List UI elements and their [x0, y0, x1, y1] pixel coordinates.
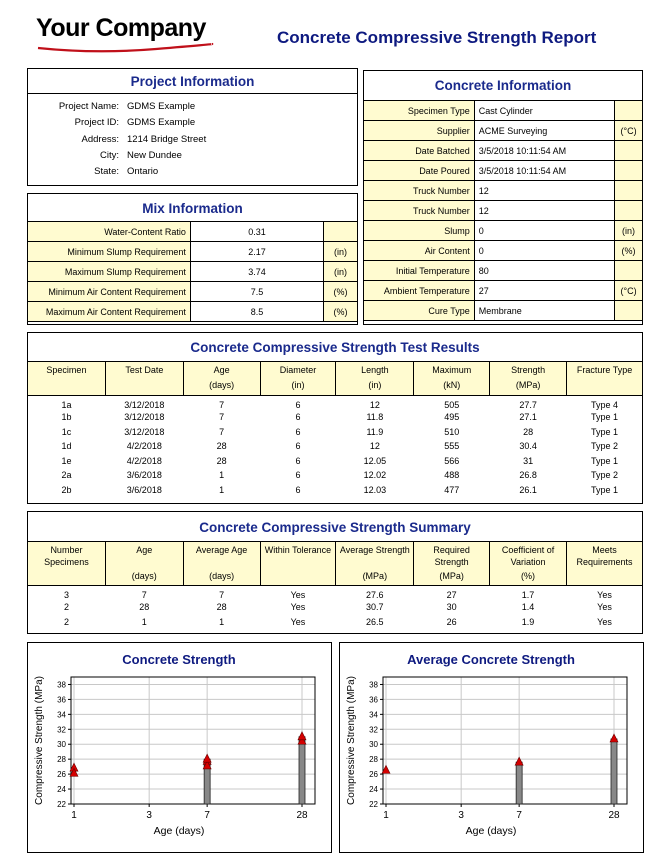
concrete-row — [364, 221, 643, 241]
summary-header-name: Required Strength — [433, 545, 470, 567]
strength-bar — [516, 762, 522, 804]
results-cell: 3/6/2018 — [126, 484, 162, 495]
summary-column-header — [183, 542, 260, 586]
concrete-row — [364, 161, 643, 181]
results-cell: 477 — [444, 484, 460, 495]
results-cell: 495 — [444, 412, 460, 423]
results-cell: Type 1 — [591, 484, 619, 495]
summary-header-name: Average Strength — [339, 545, 410, 555]
mix-info-panel — [27, 193, 358, 325]
concrete-label: Air Content — [364, 241, 475, 261]
strength-bar — [611, 739, 617, 804]
results-cell: 28 — [216, 441, 227, 452]
summary-header-name: Average Age — [195, 545, 248, 555]
results-cell: 2a — [61, 470, 72, 481]
results-column-header — [414, 362, 490, 396]
results-header-name: Test Date — [125, 365, 164, 375]
average-strength-chart — [340, 643, 643, 852]
concrete-unit: (%) — [615, 241, 643, 261]
results-cell: 12 — [369, 399, 380, 410]
summary-cell: Yes — [290, 590, 306, 600]
summary-cell: 1.4 — [521, 602, 535, 613]
report-title: Concrete Compressive Strength Report — [277, 28, 597, 47]
concrete-value: 27 — [474, 281, 614, 301]
project-info-title: Project Information — [28, 69, 357, 94]
mix-label: Minimum Slump Requirement — [28, 242, 191, 262]
results-column-header — [183, 362, 260, 396]
results-row — [28, 410, 643, 425]
results-column-header — [260, 362, 336, 396]
summary-header-name: Within Tolerance — [264, 545, 332, 555]
concrete-label: Initial Temperature — [364, 261, 475, 281]
concrete-label: Date Poured — [364, 161, 475, 181]
results-cell: 4/2/2018 — [126, 441, 162, 452]
y-tick-label: 24 — [369, 785, 378, 795]
y-tick-label: 30 — [369, 740, 378, 750]
chart-title: Average Concrete Strength — [407, 652, 575, 667]
results-header-name: Strength — [511, 365, 546, 375]
concrete-unit — [615, 201, 643, 221]
results-cell: 488 — [444, 470, 460, 481]
strength-bar — [299, 737, 305, 804]
results-cell: 555 — [444, 441, 460, 452]
results-row — [28, 468, 643, 483]
results-header-unit: (kN) — [443, 380, 461, 390]
summary-header-name: Number Specimens — [44, 545, 89, 567]
results-cell: 6 — [295, 441, 301, 452]
summary-header-name: Age — [136, 545, 153, 555]
summary-cell: 26 — [446, 616, 457, 627]
summary-header-unit: (MPa) — [362, 571, 388, 581]
results-cell: 1d — [61, 441, 72, 452]
concrete-row — [364, 301, 643, 321]
results-header-name: Maximum — [432, 365, 472, 375]
y-axis-label: Compressive Strength (MPa) — [34, 676, 45, 805]
results-column-header — [28, 362, 106, 396]
summary-cell: 2 — [63, 616, 69, 627]
mix-label: Maximum Slump Requirement — [28, 262, 191, 282]
mix-row — [28, 262, 358, 282]
average-strength-chart-panel — [339, 642, 644, 853]
x-tick-label: 1 — [383, 810, 389, 821]
results-cell: 27.7 — [519, 399, 537, 410]
concrete-label: Date Batched — [364, 141, 475, 161]
summary-title: Concrete Compressive Strength Summary — [199, 520, 471, 535]
project-field-value: New Dundee — [127, 149, 182, 161]
summary-cell: 7 — [141, 590, 147, 600]
plot-area — [383, 677, 627, 804]
company-logo — [36, 14, 216, 58]
y-tick-label: 28 — [369, 755, 378, 765]
project-field-value: GDMS Example — [127, 117, 196, 129]
concrete-unit — [615, 101, 643, 121]
results-cell: 28 — [216, 455, 227, 466]
y-tick-label: 36 — [57, 695, 66, 705]
y-tick-label: 22 — [57, 800, 66, 809]
x-tick-label: 3 — [146, 810, 152, 821]
concrete-info-title: Concrete Information — [434, 78, 572, 93]
results-cell: Type 2 — [591, 441, 619, 452]
strength-chart — [28, 643, 331, 852]
x-axis-label: Age (days) — [465, 825, 517, 837]
test-results-table — [27, 361, 643, 497]
y-tick-label: 26 — [57, 770, 66, 780]
project-info-panel — [27, 68, 358, 186]
concrete-label: Slump — [364, 221, 475, 241]
results-cell: Type 2 — [591, 470, 619, 481]
summary-cell: Yes — [597, 616, 612, 627]
mix-value: 2.17 — [190, 242, 323, 262]
summary-cell: 26.5 — [366, 616, 384, 627]
project-field-label: State: — [94, 166, 119, 178]
concrete-value: 0 — [474, 221, 614, 241]
x-tick-label: 7 — [516, 810, 522, 821]
results-cell: Type 4 — [591, 399, 619, 410]
summary-cell: 7 — [219, 590, 225, 600]
mix-row — [28, 302, 358, 322]
results-cell: 12.03 — [363, 484, 387, 495]
results-cell: 6 — [295, 412, 301, 423]
results-cell: 27.1 — [519, 412, 537, 423]
concrete-value: Cast Cylinder — [474, 101, 614, 121]
y-tick-label: 34 — [369, 710, 378, 720]
summary-cell: Yes — [597, 602, 612, 613]
results-cell: 3/12/2018 — [124, 426, 165, 437]
summary-column-header — [260, 542, 336, 586]
mix-unit: (in) — [324, 242, 358, 262]
summary-row — [28, 615, 643, 630]
results-header-unit: (days) — [209, 380, 235, 390]
summary-column-header — [336, 542, 414, 586]
results-header-unit: (in) — [368, 380, 382, 390]
mix-row — [28, 222, 358, 242]
test-results-panel — [27, 332, 643, 504]
results-column-header — [490, 362, 567, 396]
results-header-name: Age — [213, 365, 230, 375]
concrete-value: 12 — [474, 201, 614, 221]
logo-swoosh-icon — [36, 40, 216, 54]
results-cell: 4/2/2018 — [126, 455, 162, 466]
project-field-value: 1214 Bridge Street — [127, 133, 207, 145]
mix-unit: (%) — [324, 282, 358, 302]
mix-unit: (%) — [324, 302, 358, 322]
results-cell: 1b — [61, 412, 72, 423]
results-cell: 7 — [219, 399, 225, 410]
x-tick-label: 1 — [71, 810, 77, 821]
x-tick-label: 28 — [608, 810, 620, 821]
mix-value: 7.5 — [190, 282, 323, 302]
concrete-row — [364, 141, 643, 161]
concrete-info-table — [363, 100, 643, 321]
summary-table — [27, 541, 643, 629]
project-field-value: GDMS Example — [127, 101, 196, 112]
results-header-name: Specimen — [46, 365, 87, 375]
results-cell: 6 — [295, 470, 301, 481]
y-tick-label: 32 — [369, 725, 378, 735]
results-cell: 28 — [523, 426, 534, 437]
y-tick-label: 24 — [57, 785, 66, 795]
x-axis-label: Age (days) — [153, 825, 205, 837]
results-cell: 1 — [219, 484, 225, 495]
y-tick-label: 34 — [57, 710, 66, 720]
project-field-value: Ontario — [127, 166, 159, 178]
results-cell: Type 1 — [591, 426, 619, 437]
summary-row — [28, 586, 643, 601]
results-cell: 1e — [61, 455, 72, 466]
results-cell: 7 — [219, 412, 225, 423]
concrete-unit — [615, 161, 643, 181]
results-header-name: Diameter — [279, 365, 317, 375]
results-row — [28, 439, 643, 454]
summary-cell: 3 — [63, 590, 69, 600]
summary-column-header — [566, 542, 642, 586]
results-cell: 6 — [295, 484, 301, 495]
results-cell: 11.9 — [366, 426, 384, 437]
summary-header-unit: (days) — [131, 571, 157, 581]
concrete-value: 12 — [474, 181, 614, 201]
mix-info-title: Mix Information — [142, 201, 243, 216]
summary-cell: 28 — [216, 602, 227, 613]
results-header-name: Length — [361, 365, 389, 375]
y-tick-label: 32 — [57, 725, 66, 735]
concrete-row — [364, 201, 643, 221]
concrete-row — [364, 261, 643, 281]
results-row — [28, 425, 643, 440]
concrete-label: Truck Number — [364, 201, 475, 221]
results-cell: Type 1 — [591, 455, 619, 466]
results-header-unit: (MPa) — [515, 380, 541, 390]
mix-label: Minimum Air Content Requirement — [28, 282, 191, 302]
concrete-unit — [615, 181, 643, 201]
concrete-info-panel — [363, 70, 643, 325]
concrete-unit — [615, 141, 643, 161]
summary-cell: 30 — [446, 602, 457, 613]
summary-cell: 27 — [446, 590, 457, 600]
summary-column-header — [490, 542, 567, 586]
summary-cell: 1.7 — [521, 590, 535, 600]
results-header-name: Fracture Type — [576, 365, 633, 375]
concrete-unit — [615, 301, 643, 321]
summary-header-unit: (MPa) — [439, 571, 464, 581]
results-row — [28, 396, 643, 411]
concrete-unit — [615, 261, 643, 281]
concrete-label: Ambient Temperature — [364, 281, 475, 301]
summary-panel — [27, 511, 643, 634]
results-cell: 12 — [369, 441, 380, 452]
concrete-value: 0 — [474, 241, 614, 261]
results-cell: 6 — [295, 426, 301, 437]
summary-cell: Yes — [290, 602, 306, 613]
y-tick-label: 36 — [369, 695, 378, 705]
summary-column-header — [28, 542, 106, 586]
summary-cell: 1.9 — [521, 616, 535, 627]
concrete-unit: (°C) — [615, 281, 643, 301]
y-tick-label: 38 — [369, 680, 378, 690]
results-cell: 3/6/2018 — [126, 470, 162, 481]
results-cell: 3/12/2018 — [124, 412, 165, 423]
project-field-label: Address: — [81, 133, 119, 145]
summary-cell: 1 — [219, 616, 225, 627]
concrete-row — [364, 121, 643, 141]
concrete-row — [364, 101, 643, 121]
results-cell: 11.8 — [366, 412, 384, 423]
y-tick-label: 30 — [57, 740, 66, 750]
results-column-header — [105, 362, 183, 396]
concrete-value: 3/5/2018 10:11:54 AM — [474, 161, 614, 181]
plot-area — [71, 677, 315, 804]
y-tick-label: 26 — [369, 770, 378, 780]
summary-cell: 30.7 — [366, 602, 384, 613]
results-header-unit: (in) — [291, 380, 305, 390]
x-tick-label: 3 — [458, 810, 464, 821]
summary-cell: Yes — [290, 616, 306, 627]
concrete-unit: (°C) — [615, 121, 643, 141]
y-tick-label: 38 — [57, 680, 66, 690]
summary-header-name: Coefficient of Variation — [501, 545, 555, 567]
y-tick-label: 22 — [369, 800, 378, 809]
concrete-value: 80 — [474, 261, 614, 281]
results-cell: 2b — [61, 484, 72, 495]
results-cell: 510 — [444, 426, 460, 437]
mix-row — [28, 242, 358, 262]
y-tick-label: 28 — [57, 755, 66, 765]
results-cell: 31 — [523, 455, 534, 466]
summary-column-header — [414, 542, 490, 586]
company-name: Your Company — [36, 14, 206, 42]
mix-value: 0.31 — [190, 222, 323, 242]
results-cell: 1a — [61, 399, 72, 410]
results-row — [28, 454, 643, 469]
summary-cell: 27.6 — [366, 590, 384, 600]
results-cell: 30.4 — [519, 441, 537, 452]
concrete-row — [364, 281, 643, 301]
summary-header-unit: (%) — [521, 571, 536, 581]
results-cell: 26.1 — [519, 484, 537, 495]
results-cell: Type 1 — [591, 412, 619, 423]
chart-title: Concrete Strength — [122, 652, 236, 667]
project-field-label: City: — [100, 149, 119, 161]
concrete-label: Truck Number — [364, 181, 475, 201]
results-column-header — [567, 362, 643, 396]
results-cell: 566 — [444, 455, 460, 466]
project-info-rows — [28, 94, 357, 184]
summary-header-unit: (days) — [209, 571, 235, 581]
summary-cell: 28 — [139, 602, 150, 613]
x-tick-label: 7 — [204, 810, 210, 821]
summary-cell: 2 — [63, 602, 69, 613]
concrete-label: Cure Type — [364, 301, 475, 321]
mix-value: 3.74 — [190, 262, 323, 282]
test-results-title: Concrete Compressive Strength Test Results — [190, 340, 480, 355]
concrete-label: Supplier — [364, 121, 475, 141]
x-tick-label: 28 — [296, 810, 308, 821]
y-axis-label: Compressive Strength (MPa) — [346, 676, 357, 805]
mix-label: Maximum Air Content Requirement — [28, 302, 191, 322]
results-cell: 6 — [295, 399, 301, 410]
mix-label: Water-Content Ratio — [28, 222, 191, 242]
project-field-label: Project Name: — [58, 101, 119, 112]
project-field-label: Project ID: — [74, 117, 119, 129]
results-cell: 3/12/2018 — [124, 399, 165, 410]
summary-header-name: Meets Requirements — [576, 545, 633, 567]
results-cell: 26.8 — [519, 470, 537, 481]
strength-chart-panel — [27, 642, 332, 853]
mix-unit — [324, 222, 358, 242]
concrete-unit: (in) — [615, 221, 643, 241]
concrete-value: 3/5/2018 10:11:54 AM — [474, 141, 614, 161]
concrete-label: Specimen Type — [364, 101, 475, 121]
results-cell: 1c — [61, 426, 72, 437]
mix-info-table — [27, 221, 358, 322]
summary-cell: Yes — [597, 590, 612, 600]
results-row — [28, 483, 643, 498]
concrete-value: ACME Surveying — [474, 121, 614, 141]
mix-value: 8.5 — [190, 302, 323, 322]
results-cell: 505 — [444, 399, 460, 410]
results-cell: 1 — [219, 470, 225, 481]
results-cell: 6 — [295, 455, 301, 466]
concrete-row — [364, 181, 643, 201]
results-cell: 7 — [219, 426, 225, 437]
results-cell: 12.02 — [363, 470, 387, 481]
summary-cell: 1 — [141, 616, 147, 627]
mix-unit: (in) — [324, 262, 358, 282]
summary-column-header — [105, 542, 183, 586]
results-column-header — [336, 362, 414, 396]
concrete-row — [364, 241, 643, 261]
concrete-value: Membrane — [474, 301, 614, 321]
mix-row — [28, 282, 358, 302]
summary-row — [28, 600, 643, 615]
results-cell: 12.05 — [363, 455, 387, 466]
